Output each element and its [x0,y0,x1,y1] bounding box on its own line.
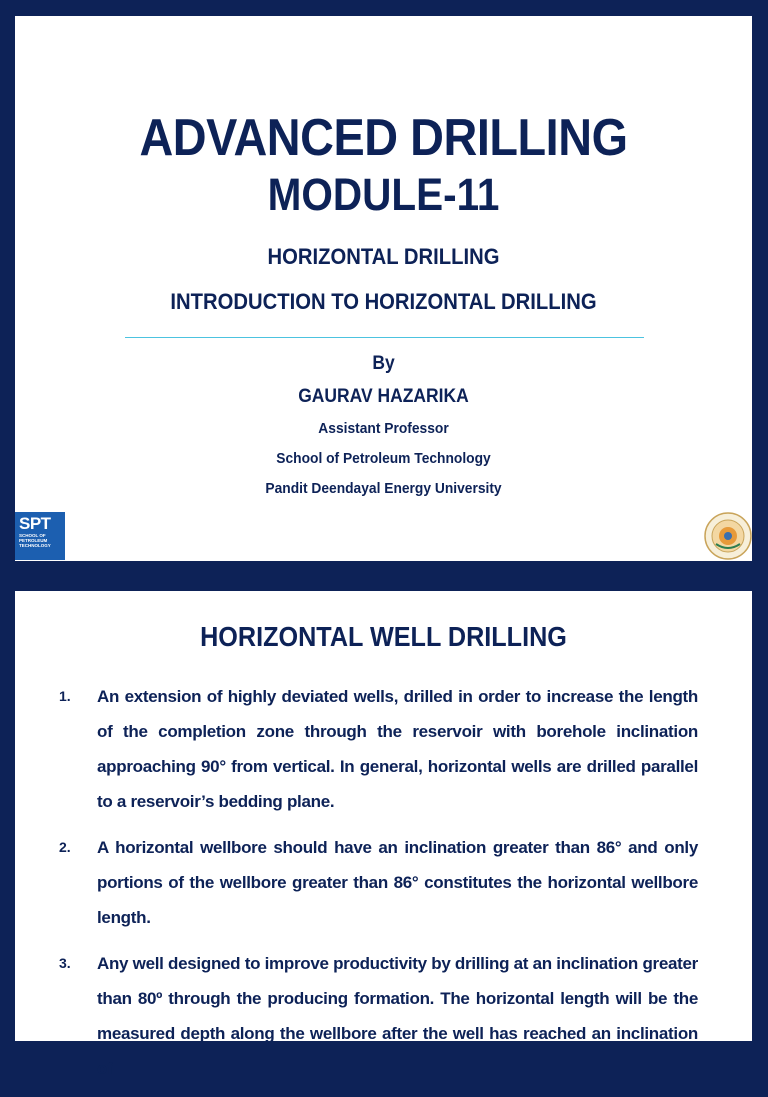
definition-list [15,679,752,1097]
title-slide [15,16,752,561]
spt-logo-line3: TECHNOLOGY [19,543,51,548]
list-number: 2. [59,839,71,855]
author-position: Assistant Professor [318,420,449,437]
list-number: 3. [59,955,71,971]
spt-logo-abbr: SPT [19,514,51,533]
list-text: Any well designed to improve productivity by drilling at an inclination greater than 80º through the producing formation. The horizontal length will be the measured depth along the wellbore after the well has reached an inclination of [97,954,698,1078]
list-number: 1. [59,688,71,704]
by-label: By [372,353,395,374]
list-item [15,830,752,935]
module-title: MODULE-11 [267,169,500,220]
course-title: ADVANCED DRILLING [139,109,628,167]
author-name: GAURAV HAZARIKA [298,386,469,407]
author-university: Pandit Deendayal Energy University [265,480,502,497]
list-item [15,679,752,819]
university-seal-icon [704,512,752,560]
spt-logo-line1: SCHOOL OF [19,533,46,538]
title-divider [125,337,644,338]
spt-logo-line2: PETROLEUM [19,538,48,543]
list-item [15,946,752,1086]
intro-subtitle: INTRODUCTION TO HORIZONTAL DRILLING [170,289,597,314]
author-school: School of Petroleum Technology [276,450,491,467]
list-text: An extension of highly deviated wells, drilled in order to increase the length of the completion zone through the reservoir with borehole inclination approaching 90° from vertical. In general, horizontal wells are drilled parallel to a reservoir’s bedding plane. [97,687,698,811]
list-text: A horizontal wellbore should have an inclination greater than 86° and only portions of the wellbore greater than 86° constitutes the horizontal wellbore length. [97,838,698,927]
spt-logo [15,512,65,560]
content-slide [15,591,752,1078]
slide-title: HORIZONTAL WELL DRILLING [200,621,567,652]
topic-subtitle: HORIZONTAL DRILLING [267,244,500,269]
